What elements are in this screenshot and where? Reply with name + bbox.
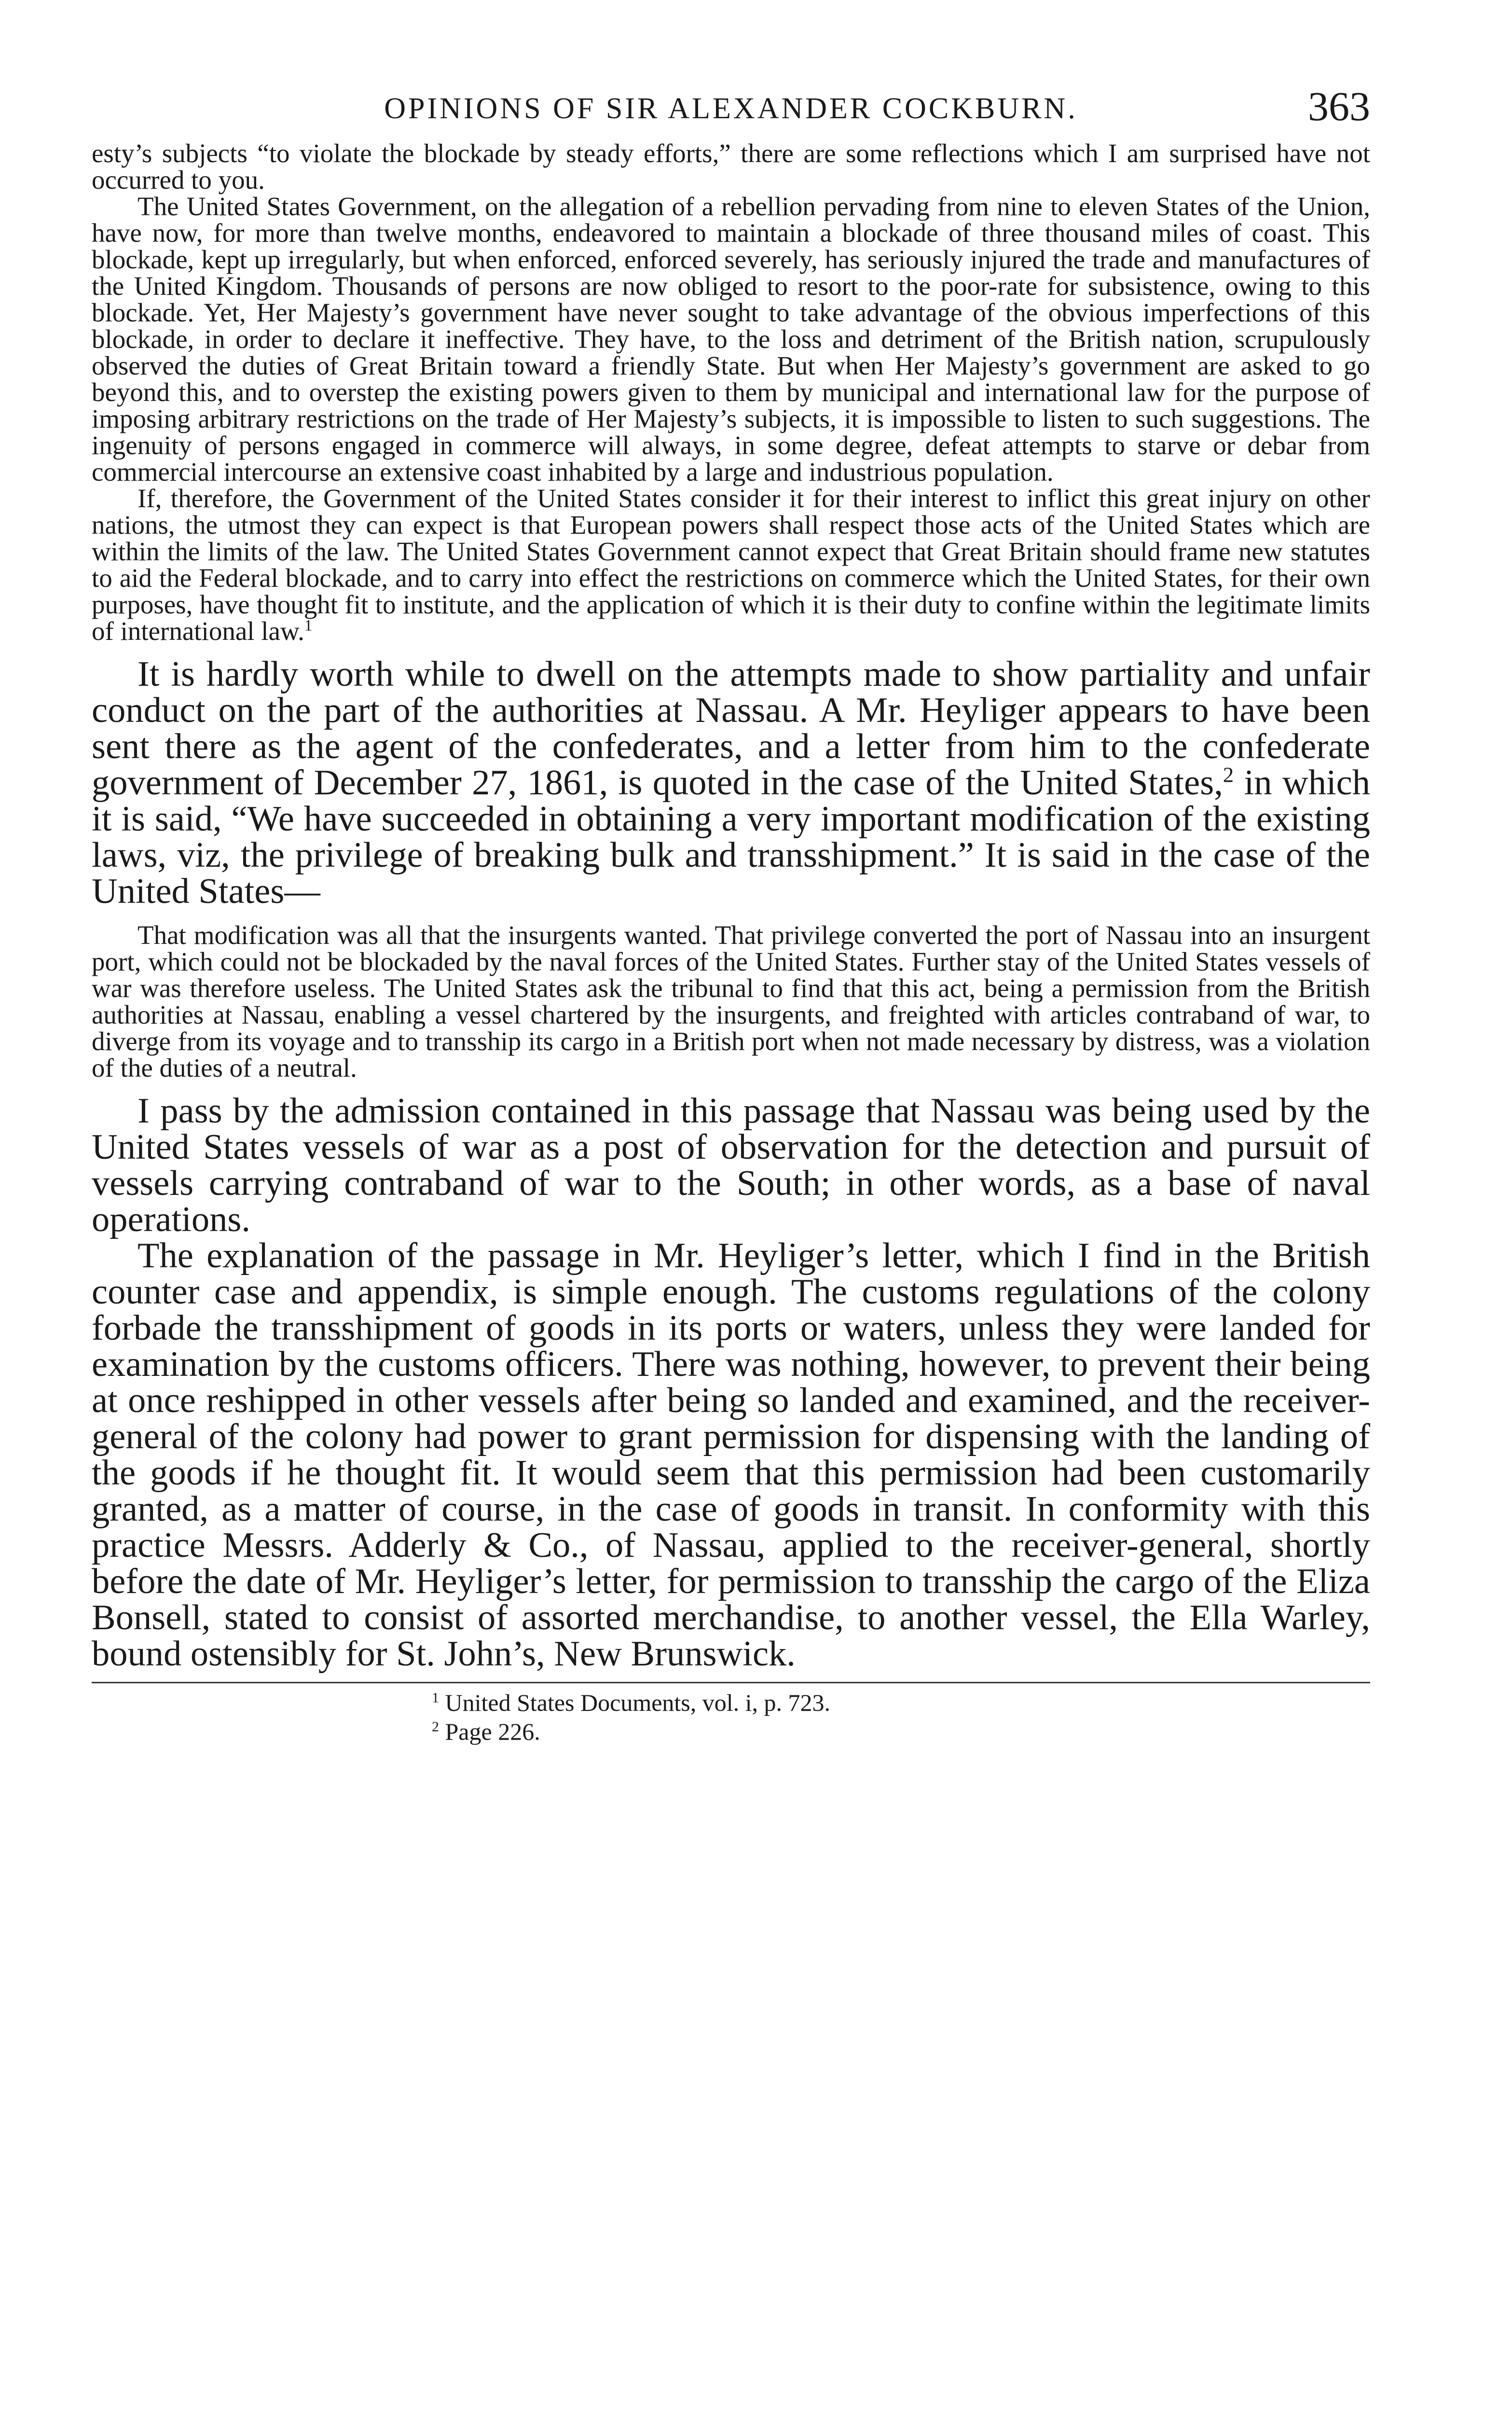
footnotes (92, 1688, 1370, 1746)
footnote-1 (432, 1688, 1370, 1717)
paragraph-limits-of-law-text: If, therefore, the Government of the United States consider it for their interest to inflict this great injury on other nations, the utmost they can expect is that European powers shall respect those acts of the United States which are within the limits of the law. The United States Government cannot expect that Great Britain should frame new statutes to aid the Federal blockade, and to carry into effect the restrictions on commerce which the United States, for their own purposes, have thought fit to institute, and the application of which it is their duty to confine within the legitimate limits of international law. (92, 484, 1370, 646)
footnote-1-mark: 1 (432, 1690, 439, 1706)
footnote-1-text: United States Documents, vol. i, p. 723. (439, 1689, 831, 1716)
page-number: 363 (1308, 83, 1370, 129)
letter-excerpt (92, 140, 1370, 644)
block-quote: That modification was all that the insurgents wanted. That privilege converted the port of Nassau into an insurgent port, which could not be blockaded by the naval forces of the United States. Further stay of the United States vessels of war was therefore useless. The United States ask the tribunal to find that this act, being a permission from the British authorities at Nassau, enabling a vessel chartered by the insurgents, and freighted with articles contraband of war, to diverge from its voyage and to transship its cargo in a British port when not made necessary by distress, was a violation of the duties of a neutral. (92, 920, 1370, 1082)
footnote-2-mark: 2 (432, 1719, 439, 1735)
footnote-2 (432, 1717, 1370, 1746)
paragraph-explanation: The explanation of the passage in Mr. Heyliger’s letter, which I find in the British counter case and appendix, is simple enough. The customs regulations of the colony forbade the transshipment of goods in its ports or waters, unless they were landed for examination by the customs officers. There was nothing, however, to prevent their being at once reshipped in other vessels after being so landed and examined, and the receiver-general of the colony had power to grant permission for dispensing with the landing of the goods if he thought fit. It would seem that this permission had been customarily granted, as a matter of course, in the case of goods in transit. In conformity with this practice Messrs. Adderly & Co., of Nassau, applied to the receiver-general, shortly before the date of Mr. Heyliger’s letter, for permission to transship the cargo of the Eliza Bonsell, stated to consist of assorted merchandise, to another vessel, the Ella Warley, bound ostensibly for St. John’s, New Brunswick. (92, 1236, 1370, 1674)
book-page (92, 82, 1370, 1746)
running-head: OPINIONS OF SIR ALEXANDER COCKBURN. (384, 92, 1078, 125)
paragraph-nassau-authorities (92, 656, 1370, 910)
footnote-divider (92, 1682, 1370, 1683)
paragraph-admission: I pass by the admission contained in this passage that Nassau was being used by the United States vessels of war as a post of observation for the detection and pursuit of vessels carrying contraband of war to the South; in other words, as a base of naval operations. (92, 1091, 1370, 1239)
footnote-ref-2: 2 (1223, 763, 1234, 787)
page-header (92, 82, 1370, 140)
paragraph-blockade: The United States Government, on the allegation of a rebellion pervading from nine to eleven States of the Union, have now, for more than twelve months, endeavored to maintain a blockade of three thousand miles of coast. This blockade, kept up irregularly, but when enforced, enforced severely, has seriously injured the trade and manufactures of the United Kingdom. Thousands of persons are now obliged to resort to the poor-rate for subsistence, owing to this blockade. Yet, Her Majesty’s government have never sought to take advantage of the obvious imperfections of this blockade, in order to declare it ineffective. They have, to the loss and detriment of the British nation, scrupulously observed the duties of Great Britain toward a friendly State. But when Her Majesty’s government are asked to go beyond this, and to overstep the existing powers given to them by municipal and international law for the purpose of imposing arbitrary restrictions on the trade of Her Majesty’s subjects, it is impossible to listen to such suggestions. The ingenuity of persons engaged in commerce will always, in some degree, defeat attempts to starve or debar from commercial intercourse an extensive coast inhabited by a large and industrious population. (92, 192, 1370, 486)
paragraph-limits-of-law (92, 485, 1370, 644)
paragraph-nassau-authorities-text-a: It is hardly worth while to dwell on the attempts made to show partiality and unfair conduct on the part of the authorities at Nassau. A Mr. Heyliger appears to have been sent there as the agent of the confederates, and a letter from him to the confederate government of December 27, 1861, is quoted in the case of the United States, (92, 654, 1370, 803)
footnote-2-text: Page 226. (439, 1718, 540, 1745)
paragraph-nassau-authorities-text-b: in which it is said, “We have succeeded in obtaining a very important modification of the existing laws, viz, the privilege of breaking bulk and transshipment.” It is said in the case of the United States— (92, 763, 1371, 911)
footnote-ref-1: 1 (304, 617, 313, 635)
paragraph-continued: esty’s subjects “to violate the blockade by steady efforts,” there are some reflections which I am surprised have not occurred to you. (92, 139, 1370, 194)
